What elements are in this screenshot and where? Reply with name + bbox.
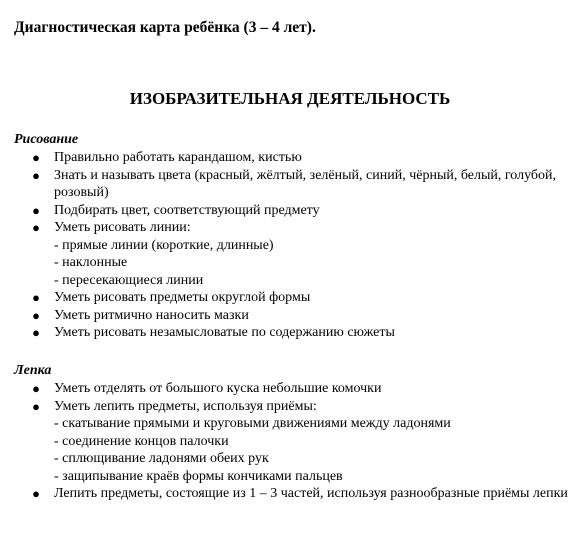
list-item-text: Уметь рисовать незамысловатые по содержанию сюжеты — [54, 325, 395, 340]
list-item-text: Уметь ритмично наносить мазки — [54, 307, 249, 323]
drawing-section — [14, 131, 570, 342]
bullet-dot-icon: ● — [32, 220, 40, 235]
drawing-title: Рисование — [14, 132, 79, 147]
modeling-title: Лепка — [14, 363, 52, 378]
list-item — [14, 289, 570, 307]
document-title: Диагностическая карта ребёнка (3 – 4 лет). — [14, 19, 316, 36]
list-item — [14, 149, 570, 167]
list-item-text: Знать и называть цвета (красный, жёлтый, зелёный, синий, чёрный, белый, голубой, розовый) — [54, 167, 557, 200]
section-heading: ИЗОБРАЗИТЕЛЬНАЯ ДЕЯТЕЛЬНОСТЬ — [129, 89, 451, 108]
list-item-text: Уметь лепить предметы, используя приёмы: — [54, 398, 317, 414]
bullet-dot-icon: ● — [32, 307, 40, 323]
bullet-dot-icon: ● — [32, 325, 40, 340]
bullet-dot-icon: ● — [32, 150, 40, 165]
list-item-text: Уметь рисовать предметы округлой формы — [54, 290, 311, 305]
sub-list-item: - скатывание прямыми и круговыми движениями между ладонями — [54, 416, 451, 431]
list-item-text: Уметь отделять от большого куска небольшие комочки — [54, 381, 382, 396]
modeling-section — [14, 362, 570, 503]
list-item-text: Подбирать цвет, соответствующий предмету — [54, 202, 320, 218]
modeling-list — [14, 380, 570, 503]
bullet-dot-icon: ● — [32, 486, 40, 501]
bullet-dot-icon: ● — [32, 381, 40, 396]
sub-list-item: - прямые линии (короткие, длинные) — [54, 237, 274, 253]
list-item — [14, 307, 570, 325]
sub-list-item: - сплющивание ладонями обеих рук — [54, 451, 269, 466]
list-item-text: Уметь рисовать линии: — [54, 220, 191, 235]
list-item — [14, 219, 570, 237]
list-item-text: Лепить предметы, состоящие из 1 – 3 частей, используя разнообразные приёмы лепки — [54, 486, 568, 501]
sub-list-item: - соединение концов палочки — [54, 433, 229, 449]
list-item — [14, 167, 570, 202]
sub-list-item: - защипывание краёв формы кончиками пальцев — [54, 468, 343, 484]
bullet-dot-icon: ● — [32, 398, 40, 414]
list-item-text: Правильно работать карандашом, кистью — [54, 150, 302, 165]
bullet-dot-icon: ● — [32, 167, 40, 183]
sub-list-item: - пересекающиеся линии — [54, 272, 204, 288]
drawing-list — [14, 149, 570, 342]
bullet-dot-icon: ● — [32, 290, 40, 305]
list-item — [14, 380, 570, 398]
sub-list-item: - наклонные — [54, 255, 128, 270]
list-item — [14, 202, 570, 220]
list-item — [14, 324, 570, 342]
bullet-dot-icon: ● — [32, 202, 40, 218]
list-item — [14, 398, 570, 416]
list-item — [14, 485, 570, 503]
